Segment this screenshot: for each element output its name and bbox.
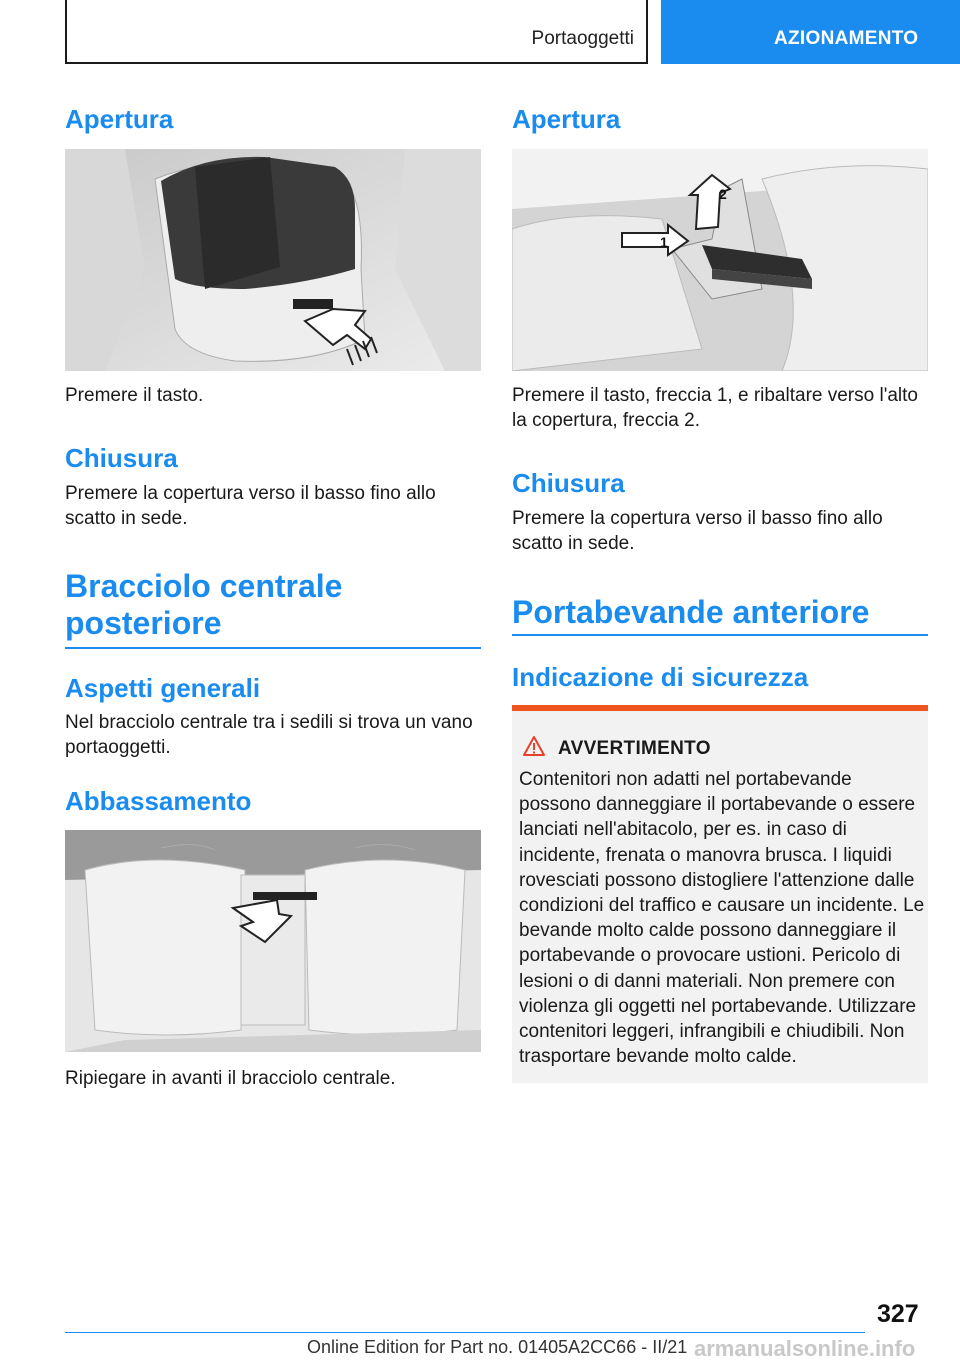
abbassamento-text: Ripiegare in avanti il bracciolo centrale.: [65, 1068, 396, 1089]
chiusura-text: Premere la copertura verso il basso fino allo scatto in sede.: [65, 483, 436, 529]
footer-watermark[interactable]: armanualsonline.info: [694, 1336, 916, 1361]
warning-title: AVVERTIMENTO: [558, 738, 711, 759]
warning-text: Contenitori non adatti nel portabevande possono danneggiare il portabevande o essere lanciati nell'abitacolo, per es. in caso di incidente, frenata o manovra brusca. I liquidi rovesciati possono distogliere l'attenzione dalle condizioni del traffico e causare un incidente. Le bevande molto calde possono danneggiare il portabevande o provocare ustioni. Pericolo di lesioni o di danni materiali. Non premere con violenza gli oggetti nel portabevande. Utilizzare contenitori leggeri, infrangibili e chiudibili. Non trasportare bevande molto calde.: [519, 769, 925, 1068]
section-rule: [65, 647, 481, 649]
page-number: 327: [877, 1300, 919, 1328]
header-tab[interactable]: AZIONAMENTO: [661, 0, 960, 64]
bracciolo-heading: Bracciolo centrale posteriore: [65, 568, 343, 641]
apertura-text: Premere il tasto.: [65, 385, 204, 406]
header-box: [65, 0, 648, 64]
apertura-heading-right: Apertura: [512, 104, 621, 134]
aspetti-text: Nel bracciolo centrale tra i sedili si trova un vano portaoggetti.: [65, 712, 473, 758]
aspetti-heading: Aspetti generali: [65, 673, 261, 703]
chiusura-heading-right: Chiusura: [512, 468, 625, 498]
rear-armrest-open-photo: [512, 149, 928, 371]
header-section-title: Portaoggetti: [531, 28, 634, 49]
warning-box: [512, 705, 928, 1083]
armrest-open-photo: [65, 149, 481, 371]
figure-label-2: 2: [719, 186, 727, 202]
apertura-text-right: Premere il tasto, freccia 1, e ribaltare verso l'alto la copertura, freccia 2.: [512, 385, 918, 431]
figure-label-1: 1: [660, 234, 668, 250]
apertura-heading: Apertura: [65, 104, 174, 134]
footer-edition: Online Edition for Part no. 01405A2CC66 - II/21: [307, 1337, 688, 1357]
footer-rule: [65, 1332, 865, 1333]
section-rule-right: [512, 634, 928, 636]
portabevande-heading: Portabevande anteriore: [512, 594, 870, 630]
warning-triangle-icon: [522, 735, 546, 762]
abbassamento-heading: Abbassamento: [65, 786, 252, 816]
chiusura-heading: Chiusura: [65, 443, 178, 473]
rear-seat-photo: [65, 830, 481, 1052]
sicurezza-heading: Indicazione di sicurezza: [512, 662, 809, 692]
chiusura-text-right: Premere la copertura verso il basso fino allo scatto in sede.: [512, 508, 883, 554]
